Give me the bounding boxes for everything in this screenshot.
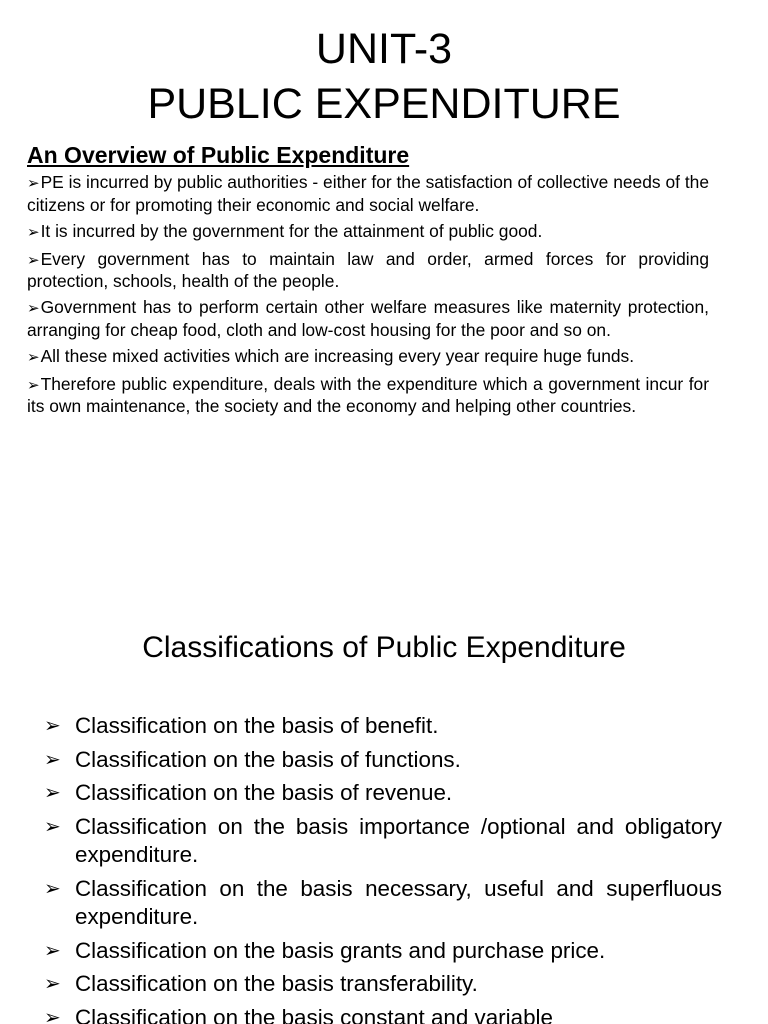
classifications-title: Classifications of Public Expenditure	[142, 631, 626, 664]
arrowhead-bullet-icon: ➢	[44, 815, 61, 838]
classifications-bullet-list	[44, 712, 722, 1024]
list-item-text: Classification on the basis of revenue.	[75, 780, 453, 805]
arrowhead-bullet-icon: ➢	[44, 973, 61, 995]
list-item	[44, 1004, 722, 1024]
arrowhead-bullet-icon: ➢	[44, 877, 61, 900]
list-item-text: Classification on the basis constant and variable	[75, 1004, 553, 1024]
unit-title: UNIT-3	[315, 25, 453, 73]
arrowhead-bullet-icon: ➢	[44, 748, 61, 771]
list-item-text: Government has to perform certain other welfare measures like maternity protection, arranging for cheap food, cloth and low-cost housing for the poor and so on.	[27, 297, 709, 340]
list-item	[27, 221, 709, 244]
list-item-text: Classification on the basis grants and purchase price.	[75, 937, 606, 963]
list-item-text: Classification on the basis transferability.	[75, 971, 478, 996]
list-item	[44, 875, 722, 932]
arrowhead-bullet-icon: ➢	[27, 348, 40, 366]
arrowhead-bullet-icon: ➢	[27, 175, 40, 192]
list-item	[44, 746, 722, 775]
list-item-text: Classification on the basis necessary, useful and superfluous expenditure.	[75, 875, 722, 929]
list-item-text: Therefore public expenditure, deals with the expenditure which a government incur for its own maintenance, the society and the economy and helping other countries.	[27, 373, 709, 416]
list-item	[27, 346, 709, 369]
overview-bullet-list	[27, 172, 709, 422]
list-item	[44, 712, 722, 741]
arrowhead-bullet-icon: ➢	[27, 376, 40, 394]
list-item	[27, 374, 709, 417]
list-item-text: Every government has to maintain law and order, armed forces for providing protection, schools, health of the people.	[27, 248, 709, 291]
list-item-text: Classification on the basis of benefit.	[75, 713, 439, 738]
list-item-text: Classification on the basis importance /optional and obligatory expenditure.	[75, 813, 722, 867]
arrowhead-bullet-icon: ➢	[44, 939, 61, 962]
arrowhead-bullet-icon: ➢	[44, 782, 61, 804]
list-item-text: Classification on the basis of functions.	[75, 746, 461, 772]
overview-heading: An Overview of Public Expenditure	[27, 142, 410, 168]
list-item	[27, 297, 709, 340]
list-item	[27, 172, 709, 215]
page-title: PUBLIC EXPENDITURE	[147, 80, 621, 128]
arrowhead-bullet-icon: ➢	[27, 300, 40, 317]
arrowhead-bullet-icon: ➢	[44, 715, 61, 737]
arrowhead-bullet-icon: ➢	[44, 1006, 61, 1024]
arrowhead-bullet-icon: ➢	[27, 251, 40, 269]
arrowhead-bullet-icon: ➢	[27, 223, 40, 241]
list-item	[44, 937, 722, 966]
list-item	[44, 813, 722, 870]
list-item-text: PE is incurred by public authorities - either for the satisfaction of collective needs of the citizens or for promoting their economic and social welfare.	[27, 172, 709, 215]
list-item-text: All these mixed activities which are increasing every year require huge funds.	[40, 345, 635, 366]
list-item	[27, 249, 709, 292]
list-item-text: It is incurred by the government for the attainment of public good.	[40, 220, 543, 241]
list-item	[44, 779, 722, 808]
list-item	[44, 970, 722, 999]
